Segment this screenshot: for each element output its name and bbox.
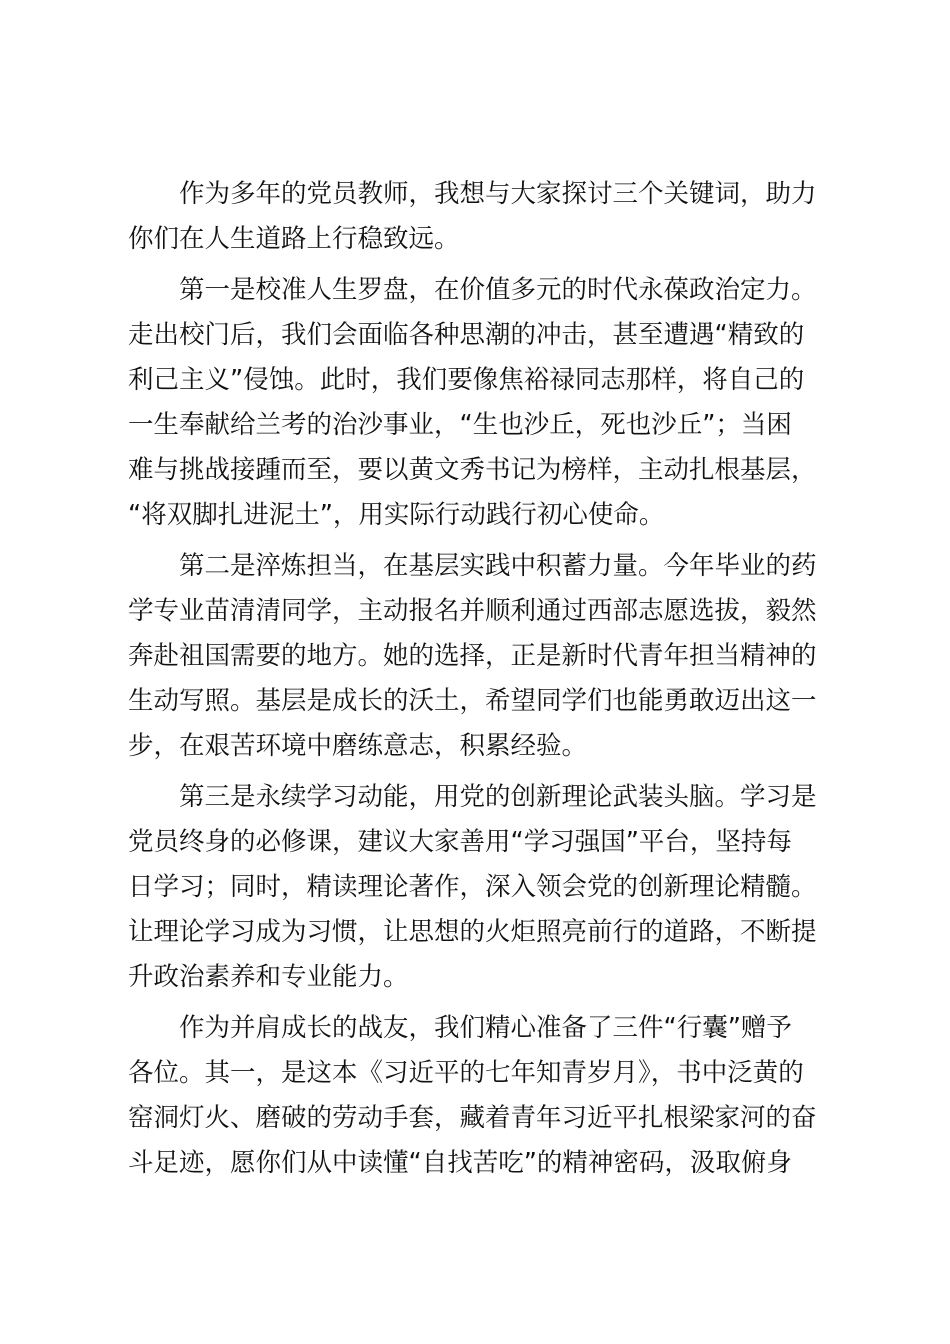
paragraph-3-line-5: 步，在艰苦环境中磨练意志，积累经验。 (128, 731, 588, 761)
paragraph-2-line-1: 第一是校准人生罗盘，在价值多元的时代永葆政治定力。 (128, 275, 817, 305)
paragraph-4-line-5: 升政治素养和专业能力。 (128, 962, 409, 992)
paragraph-2-line-5: 难与挑战接踵而至，要以黄文秀书记为榜样，主动扎根基层， (128, 455, 817, 485)
paragraph-2-line-4: 一生奉献给兰考的治沙事业，“生也沙丘，死也沙丘”；当困 (128, 410, 792, 440)
paragraph-1-line-2: 你们在人生道路上行稳致远。 (128, 224, 460, 254)
paragraph-3-line-3: 奔赴祖国需要的地方。她的选择，正是新时代青年担当精神的 (128, 641, 817, 671)
paragraph-2-line-6: “将双脚扎进泥土”，用实际行动践行初心使命。 (128, 500, 665, 530)
paragraph-4-line-2: 党员终身的必修课，建议大家善用“学习强国”平台，坚持每 (128, 827, 792, 857)
paragraph-5-line-3: 窑洞灯火、磨破的劳动手套，藏着青年习近平扎根梁家河的奋 (128, 1103, 817, 1133)
paragraph-5-line-4: 斗足迹，愿你们从中读懂“自找苦吃”的精神密码，汲取俯身 (128, 1148, 792, 1178)
paragraph-5-line-1: 作为并肩成长的战友，我们精心准备了三件“行囊”赠予 (128, 1013, 792, 1043)
paragraph-4-line-4: 让理论学习成为习惯，让思想的火炬照亮前行的道路，不断提 (128, 917, 817, 947)
body-text (128, 172, 818, 1186)
paragraph-4-line-3: 日学习；同时，精读理论著作，深入领会党的创新理论精髓。 (128, 872, 817, 902)
paragraph-5-line-2: 各位。其一，是这本《习近平的七年知青岁月》，书中泛黄的 (128, 1058, 804, 1088)
paragraph-1-line-1: 作为多年的党员教师，我想与大家探讨三个关键词，助力 (128, 179, 817, 209)
paragraph-2-line-2: 走出校门后，我们会面临各种思潮的冲击，甚至遭遇“精致的 (128, 320, 805, 350)
paragraph-2-line-3: 利己主义”侵蚀。此时，我们要像焦裕禄同志那样，将自己的 (128, 365, 805, 395)
paragraph-3-line-1: 第二是淬炼担当，在基层实践中积蓄力量。今年毕业的药 (128, 551, 817, 581)
paragraph-4-line-1: 第三是永续学习动能，用党的创新理论武装头脑。学习是 (128, 782, 817, 812)
paragraph-3-line-4: 生动写照。基层是成长的沃土，希望同学们也能勇敢迈出这一 (128, 686, 817, 716)
paragraph-3-line-2: 学专业苗清清同学，主动报名并顺利通过西部志愿选拔，毅然 (128, 596, 817, 626)
